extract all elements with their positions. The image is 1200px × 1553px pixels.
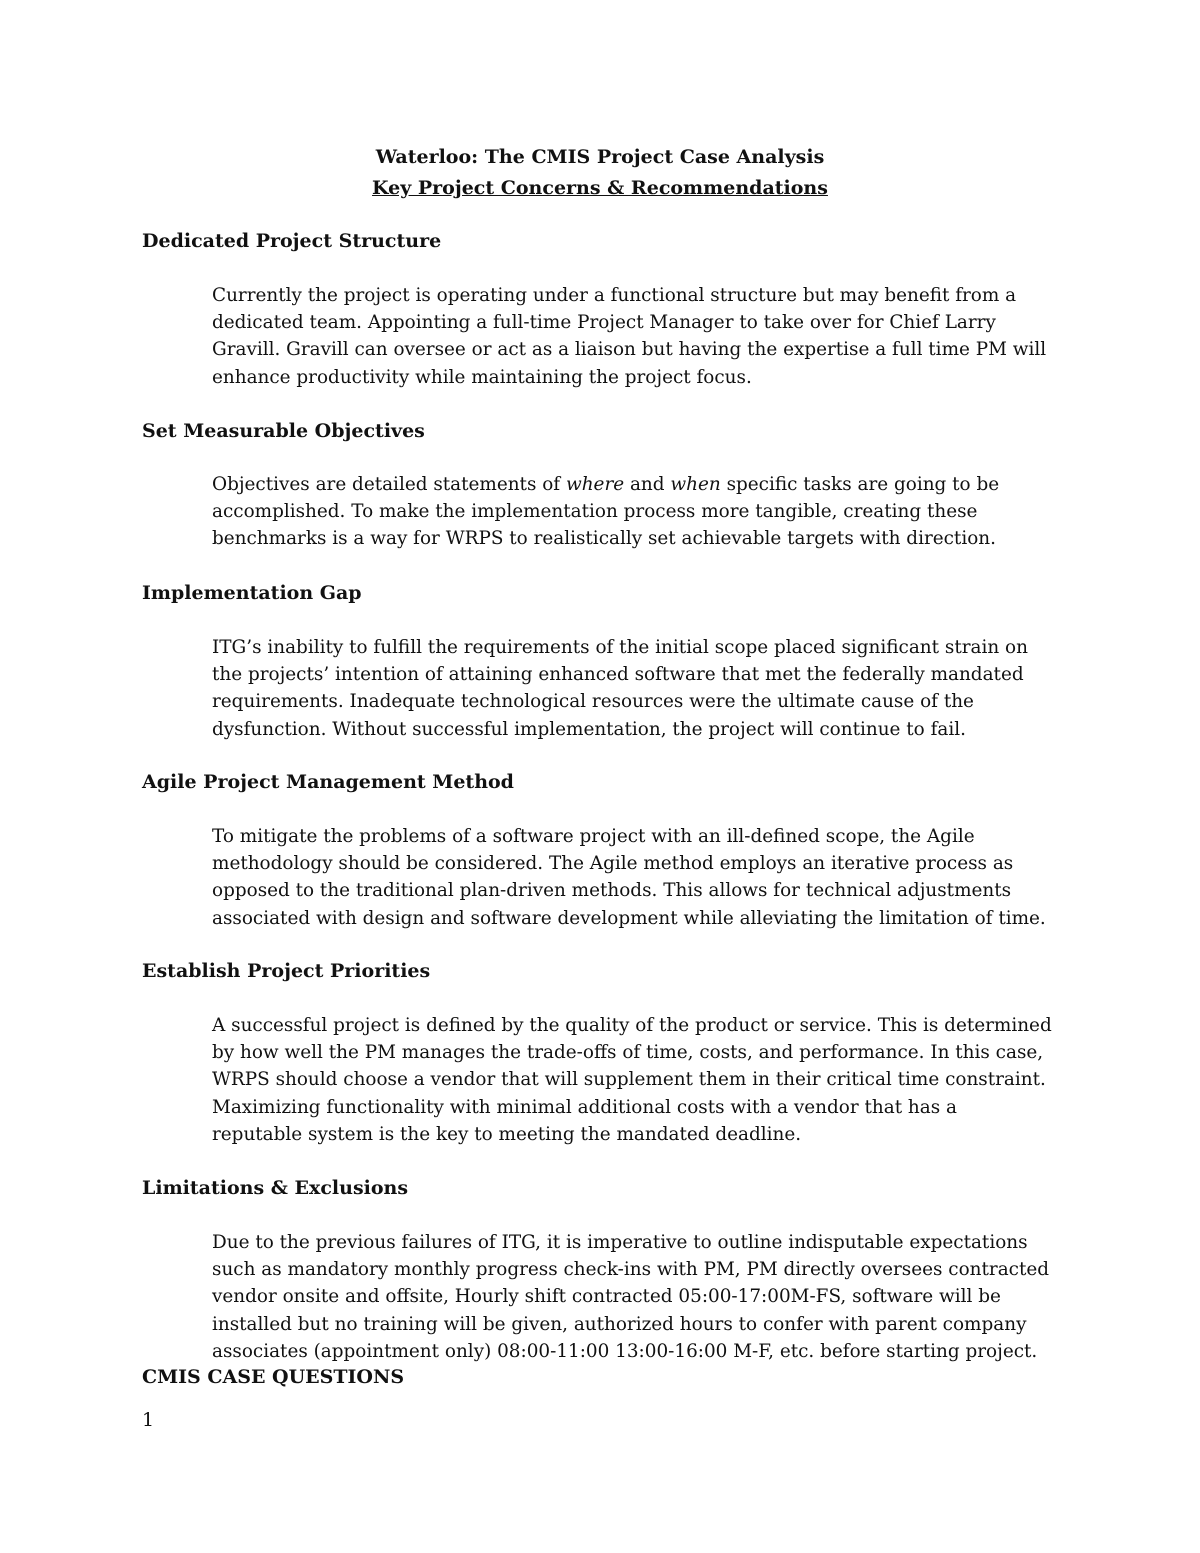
paragraph-line: methodology should be considered. The Agile method employs an iterative process as <box>212 853 1014 875</box>
paragraph-line: To mitigate the problems of a software project with an ill-defined scope, the Agile <box>212 826 975 847</box>
paragraph-line: Currently the project is operating under a functional structure but may benefit from a <box>212 285 1017 306</box>
section-heading-establish-project-priorities: Establish Project Priorities <box>142 960 431 982</box>
paragraph-line: associated with design and software development while alleviating the limitation of time. <box>212 907 1046 929</box>
paragraph-line: dysfunction. Without successful implementation, the project will continue to fail. <box>212 718 966 740</box>
paragraph-line: enhance productivity while maintaining the project focus. <box>212 366 752 388</box>
paragraph-line: by how well the PM manages the trade-offs of time, costs, and performance. In this case, <box>212 1042 1044 1064</box>
text-run: Objectives are detailed statements of <box>212 474 566 495</box>
section-paragraph-dedicated-project-structure <box>212 282 1072 391</box>
paragraph-line: ITG’s inability to fulfill the requirements of the initial scope placed significant strain on <box>212 637 1028 658</box>
section-heading-dedicated-project-structure: Dedicated Project Structure <box>142 230 442 252</box>
document-title: Waterloo: The CMIS Project Case Analysis <box>375 146 825 168</box>
paragraph-line: such as mandatory monthly progress check-ins with PM, PM directly oversees contracted <box>212 1259 1049 1281</box>
paragraph-line <box>212 471 1072 498</box>
paragraph-line: Due to the previous failures of ITG, it is imperative to outline indisputable expectations <box>212 1232 1028 1253</box>
text-run: and <box>624 474 671 495</box>
section-paragraph-agile-project-management-method <box>212 823 1072 932</box>
emphasis-when: when <box>670 474 721 495</box>
paragraph-line: accomplished. To make the implementation process more tangible, creating these <box>212 501 978 523</box>
text-run: specific tasks are going to be <box>720 474 1000 495</box>
paragraph-line: installed but no training will be given, authorized hours to confer with parent company <box>212 1313 1027 1335</box>
title-block <box>0 142 1200 204</box>
page-number: 1 <box>142 1409 155 1431</box>
section-paragraph-establish-project-priorities <box>212 1012 1072 1148</box>
paragraph-line: dedicated team. Appointing a full-time Project Manager to take over for Chief Larry <box>212 312 996 334</box>
document-subtitle: Key Project Concerns & Recommendations <box>372 177 828 199</box>
footer-heading-cmis-case-questions: CMIS CASE QUESTIONS <box>142 1366 405 1388</box>
paragraph-line: Maximizing functionality with minimal additional costs with a vendor that has a <box>212 1096 957 1118</box>
paragraph-line: requirements. Inadequate technological resources were the ultimate cause of the <box>212 691 974 713</box>
section-paragraph-limitations-exclusions <box>212 1229 1072 1365</box>
paragraph-line: reputable system is the key to meeting the mandated deadline. <box>212 1123 802 1145</box>
section-heading-implementation-gap: Implementation Gap <box>142 582 362 604</box>
section-paragraph-set-measurable-objectives <box>212 471 1072 553</box>
section-heading-limitations-exclusions: Limitations & Exclusions <box>142 1177 409 1199</box>
section-heading-agile-project-management-method: Agile Project Management Method <box>142 771 514 793</box>
paragraph-line: opposed to the traditional plan-driven methods. This allows for technical adjustments <box>212 880 1012 902</box>
paragraph-line: vendor onsite and offsite, Hourly shift contracted 05:00-17:00M-FS, software will be <box>212 1286 1001 1308</box>
paragraph-line: associates (appointment only) 08:00-11:00 13:00-16:00 M-F, etc. before starting project. <box>212 1340 1038 1362</box>
section-paragraph-implementation-gap <box>212 634 1072 743</box>
paragraph-line: Gravill. Gravill can oversee or act as a liaison but having the expertise a full time PM will <box>212 339 1047 361</box>
paragraph-line: WRPS should choose a vendor that will supplement them in their critical time constraint. <box>212 1069 1046 1091</box>
paragraph-line: the projects’ intention of attaining enhanced software that met the federally mandated <box>212 664 1024 686</box>
paragraph-line: benchmarks is a way for WRPS to realistically set achievable targets with direction. <box>212 528 996 550</box>
paragraph-line: A successful project is defined by the quality of the product or service. This is determined <box>212 1015 1052 1036</box>
emphasis-where: where <box>565 474 625 495</box>
section-heading-set-measurable-objectives: Set Measurable Objectives <box>142 420 425 442</box>
